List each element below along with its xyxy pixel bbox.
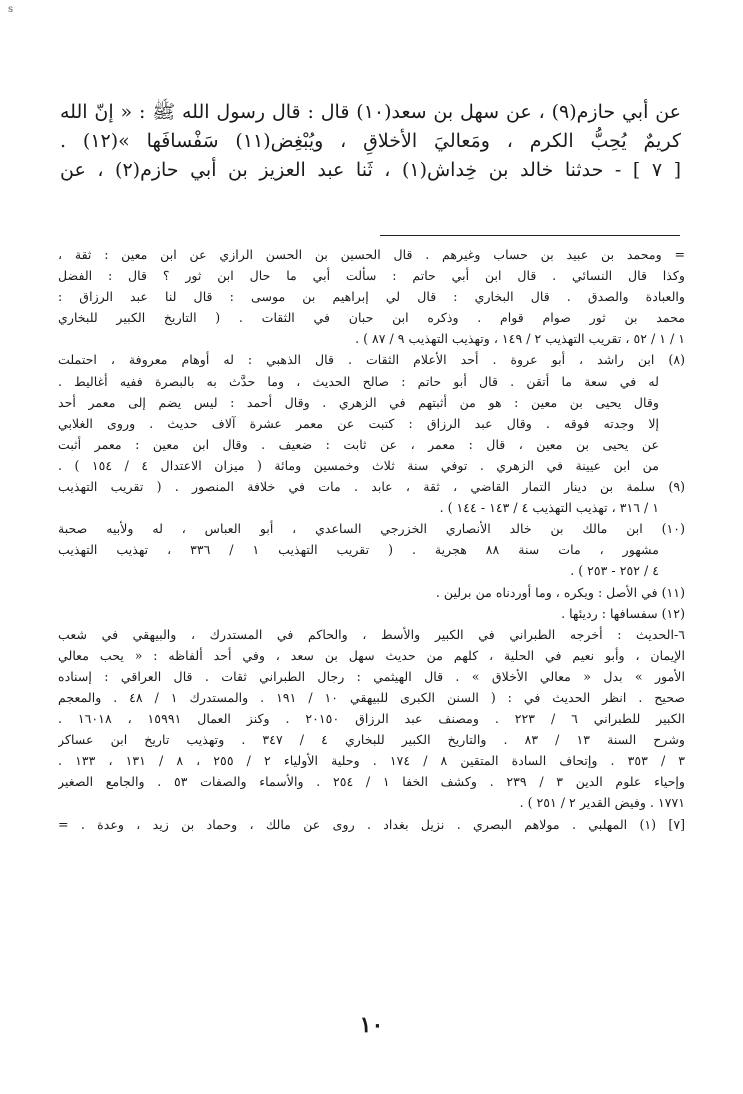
footnote-line: وكذا قال النسائي . قال ابن أبي حاتم : سألت أبي ما حال ابن ثور ؟ قال : الفضل bbox=[58, 268, 685, 284]
footnote-7-1 bbox=[58, 814, 685, 835]
footnote-line: ٤ / ٢٥٢ - ٢٥٣ ) . bbox=[570, 563, 659, 579]
footnote-9 bbox=[58, 476, 685, 518]
footnote-line: صحيح . انظر الحديث في : ( السنن الكبرى للبيهقي ١٠ / ١٩١ . والمستدرك ١ / ٤٨ . والمعجم bbox=[58, 689, 685, 705]
hadith-line: [ ٧ ] - حدثنا خالد بن خِداش(١) ، ثَنا عبد العزيز بن أبي حازم(٢) ، عن bbox=[60, 159, 681, 181]
footnote-line: عن يحيى بن معين ، قال : معمر ، عن ثابت : ضعيف . وقال ابن معين : معمر أثبت bbox=[58, 436, 659, 452]
footnote-line: (٩) سلمة بن دينار التمار القاضي ، ثقة ، عابد . مات في خلافة المنصور . ( تقريب التهذيب bbox=[58, 479, 685, 495]
hadith-text bbox=[60, 98, 681, 185]
footnote-10 bbox=[58, 518, 685, 581]
footnote-11 bbox=[58, 582, 685, 603]
footnotes bbox=[58, 244, 685, 835]
footnote-line: (١٠) ابن مالك بن خالد الأنصاري الخزرجي الساعدي ، أبو العباس ، له ولأبيه صحبة bbox=[58, 521, 685, 537]
footnote-line: (١٢) سفسافها : رديئها . bbox=[561, 605, 685, 621]
footnote-line: الكبير للطبراني ٦ / ٢٢٣ . ومصنف عبد الرزاق ٢٠١٥٠ . وكنز العمال ١٥٩٩١ ، ١٦٠١٨ . bbox=[58, 711, 685, 727]
hadith-line: عن أبي حازم(٩) ، عن سهل بن سعد(١٠) قال : قال رسول الله ﷺ : « إنّ الله bbox=[60, 101, 681, 123]
page-number: ١٠ bbox=[359, 1012, 384, 1038]
footnote-line: وقال يحيى بن معين : هو من أثبتهم في الزهري . وقال أحمد : ليس يضم إلى معمر أحد bbox=[58, 394, 659, 410]
footnote-line: له في سعة ما أتقن . قال أبو حاتم : صالح الحديث ، وما حدَّث به بالبصرة ففيه أغاليط . bbox=[58, 373, 659, 389]
footnote-line: ١ / ١ / ٥٢ ، تقريب التهذيب ٢ / ١٤٩ ، وتهذيب التهذيب ٩ / ٨٧ ) . bbox=[355, 331, 685, 347]
footnote-continued bbox=[58, 244, 685, 349]
footnote-separator bbox=[380, 235, 680, 236]
footnote-line: الإيمان ، وأبو نعيم في الحلية ، كلهم من حديث سهل بن سعد ، وفي أحد ألفاظه : « يحب معالي bbox=[58, 647, 685, 663]
footnote-line: من ابن عيينة في الزهري . توفي سنة ثلاث وخمسين ومائة ( ميزان الاعتدال ٤ / ١٥٤ ) . bbox=[58, 457, 659, 473]
footnote-line: ٦-الحديث : أخرجه الطبراني في الكبير والأسط ، والحاكم في المستدرك ، والبيهقي في شعب bbox=[58, 626, 685, 642]
hadith-line: كريمٌ يُحِبُّ الكرم ، ومَعاليَ الأخلاقِ ، ويُبْغِض(١١) سَفْسافَها »(١٢) . bbox=[60, 130, 681, 152]
footnote-hadith-6 bbox=[58, 624, 685, 814]
footnote-line: محمد بن ثور صوام قوام . وذكره ابن حبان في الثقات . ( التاريخ الكبير للبخاري bbox=[58, 310, 685, 326]
footnote-line: وإحياء علوم الدين ٣ / ٢٣٩ . وكشف الخفا ١ / ٢٥٤ . والأسماء والصفات ٥٣ . والجامع الصغير bbox=[58, 774, 685, 790]
corner-mark: s bbox=[8, 4, 14, 15]
footnote-line: (٨) ابن راشد ، أبو عروة . أحد الأعلام الثقات . قال الذهبي : له أوهام معروفة ، احتملت bbox=[58, 352, 685, 368]
footnote-line: = ومحمد بن عبيد بن حساب وغيرهم . قال الحسين بن الحسن الرازي عن ابن معين : ثقة ، bbox=[58, 247, 685, 262]
footnote-line: ١ / ٣١٦ ، تهذيب التهذيب ٤ / ١٤٣ - ١٤٤ ) . bbox=[439, 500, 659, 516]
footnote-line: والعبادة والصدق . قال البخاري : قال لي إبراهيم بن موسى : قال لنا عبد الرزاق : bbox=[58, 289, 685, 305]
footnote-line: إلا وجدته فوقه . وقال عبد الرزاق : كتبت عن معمر عشرة آلاف حديث . وروى الغلابي bbox=[58, 415, 659, 431]
footnote-line: ٣ / ٣٥٣ . وإتحاف السادة المتقين ٨ / ١٧٤ . وحلية الأولياء ٢ / ٢٥٥ ، ٨ / ١٣١ ، ١٣٣ . bbox=[58, 753, 685, 769]
footnote-line: وشرح السنة ١٣ / ٨٣ . والتاريخ الكبير للبخاري ٤ / ٣٤٧ . وتهذيب تاريخ ابن عساكر bbox=[58, 732, 685, 748]
footnote-12 bbox=[58, 603, 685, 624]
footnote-line: (١١) في الأصل : ويكره ، وما أوردناه من برلين . bbox=[435, 584, 685, 600]
footnote-line: الأمور » بدل « معالي الأخلاق » . قال الهيثمي : رجال الطبراني ثقات . قال العراقي : إسناده bbox=[58, 668, 685, 684]
footnote-line: مشهور ، مات سنة ٨٨ هجرية . ( تقريب التهذيب ١ / ٣٣٦ ، تهذيب التهذيب bbox=[58, 542, 659, 558]
footnote-line: ١٧٧١ . وفيض القدير ٢ / ٢٥١ ) . bbox=[519, 795, 685, 811]
footnote-8 bbox=[58, 349, 685, 476]
footnote-line: [٧] (١) المهلبي . مولاهم البصري . نزيل بغداد . روى عن مالك ، وحماد بن زيد ، وعدة . = bbox=[58, 816, 685, 832]
